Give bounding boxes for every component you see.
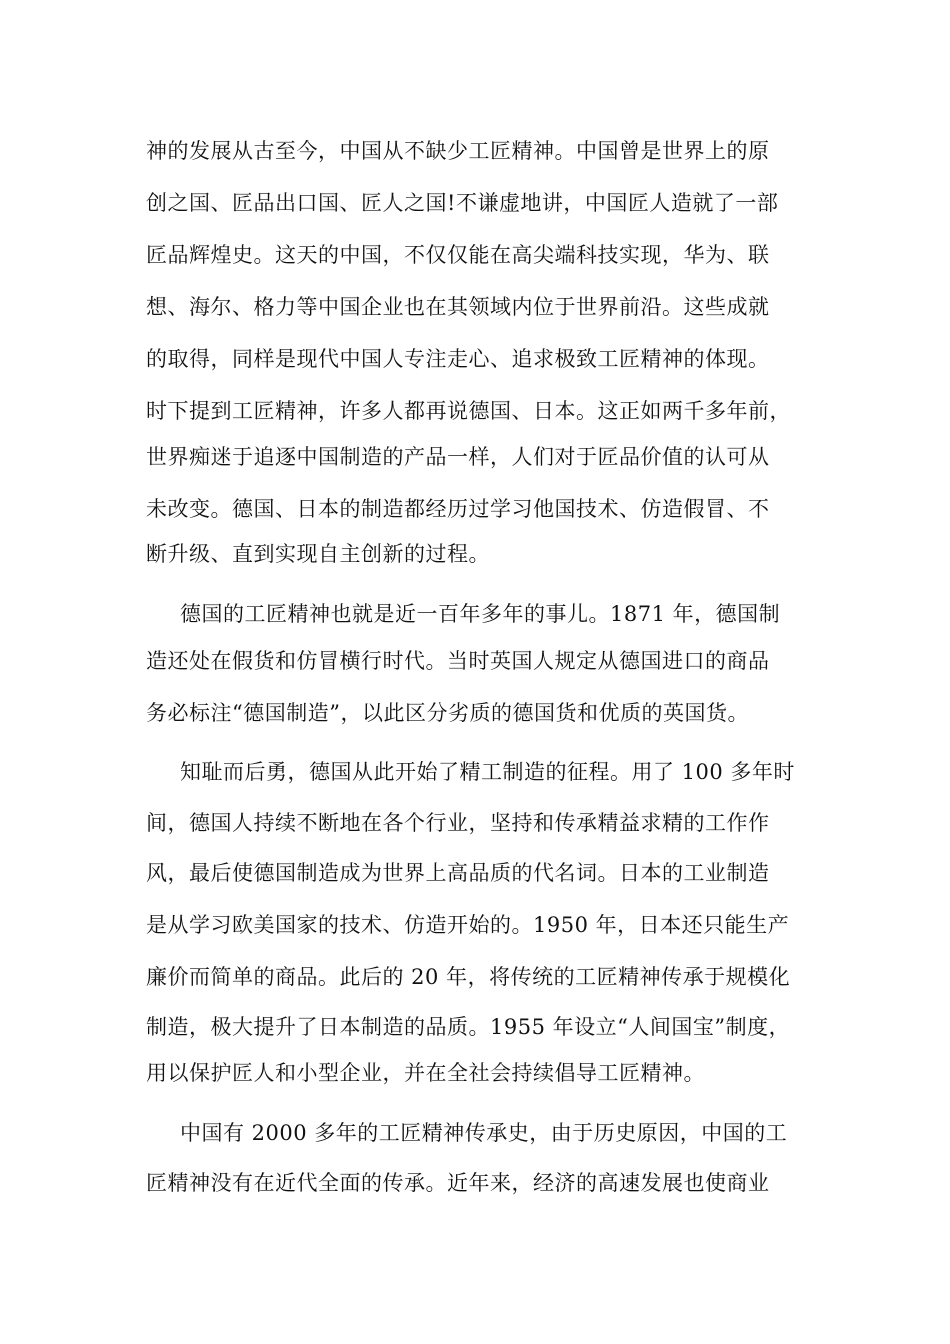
paragraph-1-line-1: 神的发展从古至今，中国从不缺少工匠精神。中国曾是世界上的原 <box>146 139 770 163</box>
paragraph-3-line-4: 是从学习欧美国家的技术、仿造开始的。1950 年，日本还只能生产 <box>146 913 790 937</box>
paragraph-1-line-4: 想、海尔、格力等中国企业也在其领域内位于世界前沿。这些成就 <box>146 295 770 319</box>
paragraph-4-line-2: 匠精神没有在近代全面的传承。近年来，经济的高速发展也使商业 <box>146 1171 770 1195</box>
paragraph-1-line-8: 未改变。德国、日本的制造都经历过学习他国技术、仿造假冒、不 <box>146 497 770 521</box>
paragraph-4-line-1: 中国有 2000 多年的工匠精神传承史，由于历史原因，中国的工 <box>180 1121 788 1145</box>
paragraph-1-line-6: 时下提到工匠精神，许多人都再说德国、日本。这正如两千多年前， <box>146 399 791 423</box>
paragraph-2-line-1: 德国的工匠精神也就是近一百年多年的事儿。1871 年，德国制 <box>180 602 781 626</box>
paragraph-1-line-9: 断升级、直到实现自主创新的过程。 <box>146 542 490 566</box>
paragraph-3-line-5: 廉价而简单的商品。此后的 20 年，将传统的工匠精神传承于规模化 <box>146 965 791 989</box>
paragraph-1-line-5: 的取得，同样是现代中国人专注走心、追求极致工匠精神的体现。 <box>146 347 770 371</box>
paragraph-2-line-2: 造还处在假货和仿冒横行时代。当时英国人规定从德国进口的商品 <box>146 649 770 673</box>
paragraph-3-line-2: 间，德国人持续不断地在各个行业，坚持和传承精益求精的工作作 <box>146 811 770 835</box>
paragraph-1-line-2: 创之国、匠品出口国、匠人之国!不谦虚地讲，中国匠人造就了一部 <box>146 191 779 215</box>
paragraph-3-line-3: 风，最后使德国制造成为世界上高品质的代名词。日本的工业制造 <box>146 861 770 885</box>
paragraph-3-line-6: 制造，极大提升了日本制造的品质。1955 年设立“人间国宝”制度， <box>146 1015 791 1039</box>
paragraph-3-line-1: 知耻而后勇，德国从此开始了精工制造的征程。用了 100 多年时 <box>180 760 795 784</box>
paragraph-1-line-7: 世界痴迷于追逐中国制造的产品一样，人们对于匠品价值的认可从 <box>146 445 770 469</box>
paragraph-2-line-3: 务必标注“德国制造”，以此区分劣质的德国货和优质的英国货。 <box>146 701 749 725</box>
paragraph-1-line-3: 匠品辉煌史。这天的中国，不仅仅能在高尖端科技实现，华为、联 <box>146 243 770 267</box>
paragraph-3-line-7: 用以保护匠人和小型企业，并在全社会持续倡导工匠精神。 <box>146 1061 705 1085</box>
